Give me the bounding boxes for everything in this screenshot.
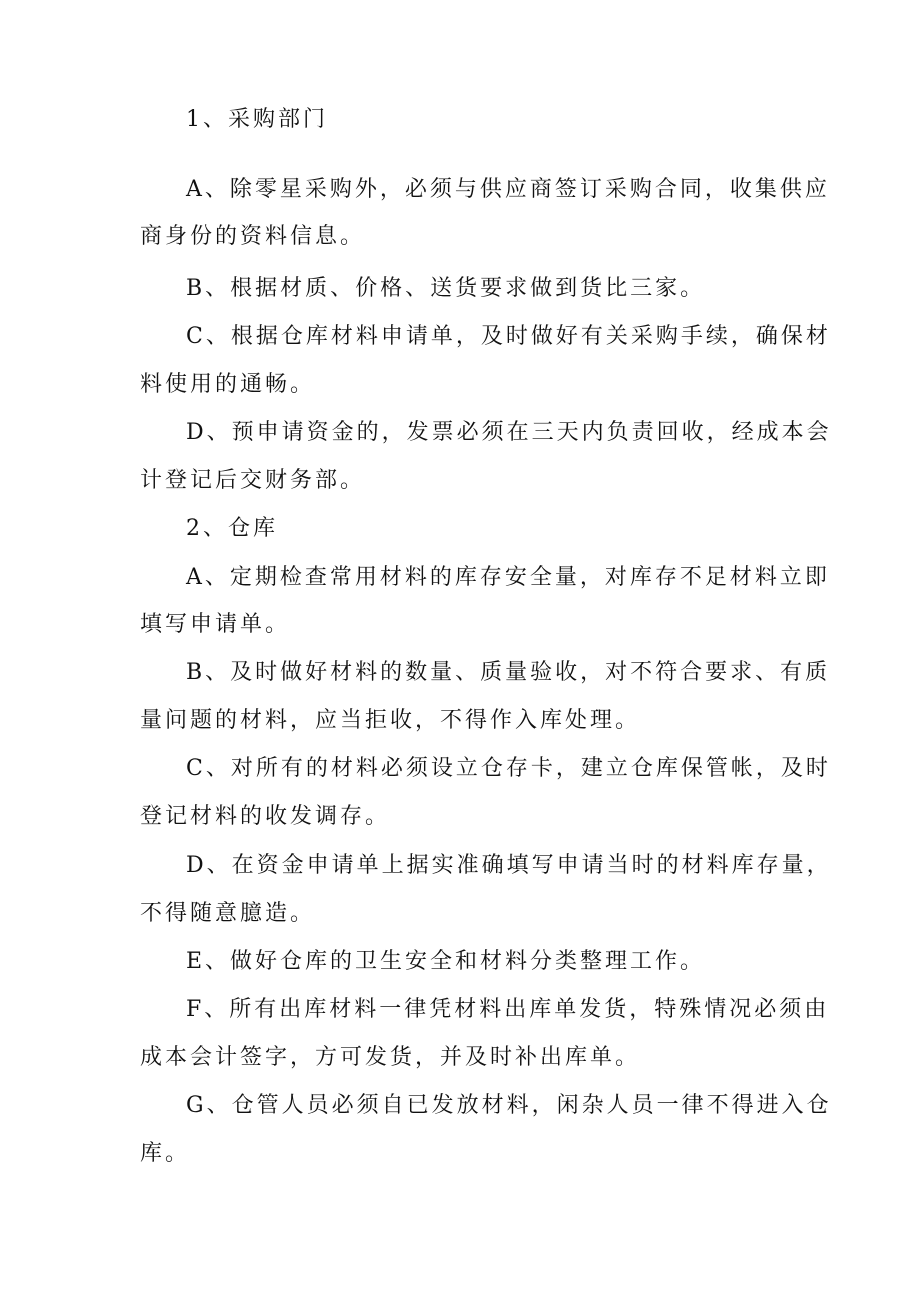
paragraph-line: A、除零星采购外，必须与供应商签订采购合同，收集供应 <box>186 177 830 202</box>
paragraph-line: 登记材料的收发调存。 <box>140 804 391 829</box>
paragraph-line: C、根据仓库材料申请单，及时做好有关采购手续，确保材 <box>186 324 831 349</box>
paragraph-line: 商身份的资料信息。 <box>140 224 366 249</box>
paragraph-line: 量问题的材料，应当拒收，不得作入库处理。 <box>140 708 641 733</box>
paragraph-line: 计登记后交财务部。 <box>140 468 366 493</box>
paragraph-line: D、预申请资金的，发票必须在三天内负责回收，经成本会 <box>186 420 832 445</box>
paragraph-line: 库。 <box>140 1141 191 1166</box>
section-heading-procurement: 1、采购部门 <box>186 107 328 132</box>
paragraph-line: F、所有出库材料一律凭材料出库单发货，特殊情况必须由 <box>186 997 830 1022</box>
paragraph-line: C、对所有的材料必须设立仓存卡，建立仓库保管帐，及时 <box>186 756 831 781</box>
paragraph-line: A、定期检查常用材料的库存安全量，对库存不足材料立即 <box>186 565 830 590</box>
paragraph-line: B、及时做好材料的数量、质量验收，对不符合要求、有质 <box>186 660 831 685</box>
paragraph-line: G、仓管人员必须自已发放材料，闲杂人员一律不得进入仓 <box>186 1093 832 1118</box>
paragraph-line: D、在资金申请单上据实准确填写申请当时的材料库存量， <box>186 853 832 878</box>
paragraph-line: 不得随意臆造。 <box>140 901 316 926</box>
paragraph-line: B、根据材质、价格、送货要求做到货比三家。 <box>186 276 706 301</box>
paragraph-line: 填写申请单。 <box>140 612 291 637</box>
paragraph-line: 成本会计签字，方可发货，并及时补出库单。 <box>140 1045 641 1070</box>
section-heading-warehouse: 2、仓库 <box>186 516 278 541</box>
paragraph-line: E、做好仓库的卫生安全和材料分类整理工作。 <box>186 949 706 974</box>
paragraph-line: 料使用的通畅。 <box>140 372 316 397</box>
